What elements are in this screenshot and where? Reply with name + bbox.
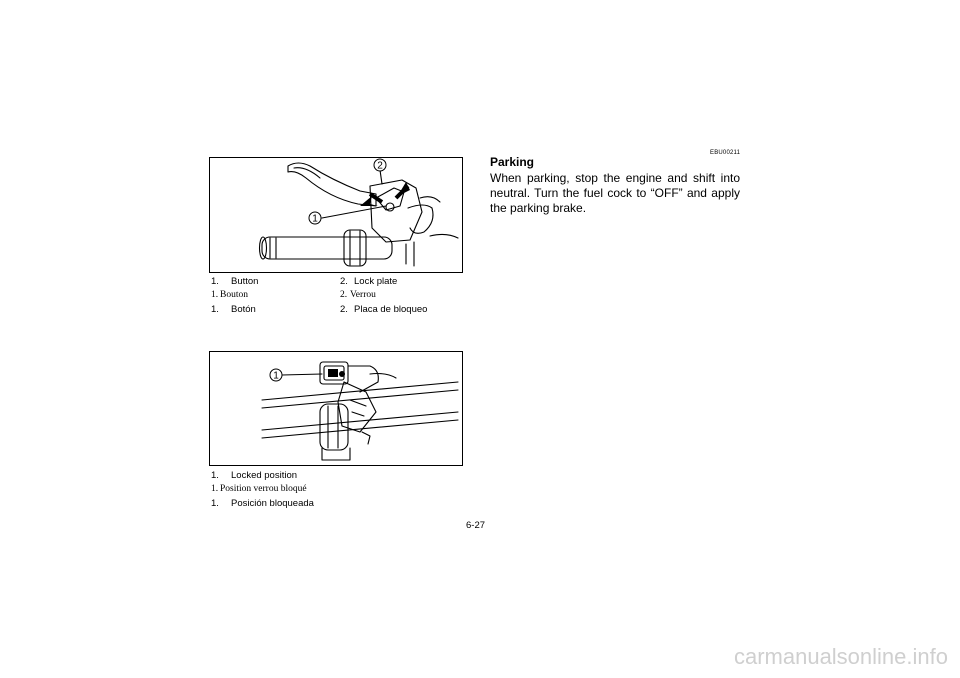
section-paragraph: When parking, stop the engine and shift into neutral. Turn the fuel cock to “OFF” and apply the parking brake. bbox=[490, 171, 740, 215]
caption2-fr-num: 1. bbox=[211, 484, 219, 494]
caption2-es-num: 1. bbox=[211, 498, 219, 509]
svg-text:1: 1 bbox=[273, 370, 279, 382]
caption-es-1-text: Botón bbox=[231, 304, 256, 315]
caption-es-2-num: 2. bbox=[340, 304, 348, 315]
svg-text:2: 2 bbox=[377, 160, 383, 172]
locked-position-illustration bbox=[210, 352, 462, 465]
caption2-en-num: 1. bbox=[211, 470, 219, 481]
caption-en-1-text: Button bbox=[231, 276, 259, 287]
caption-fr-1-num: 1. bbox=[211, 290, 219, 300]
section-heading: Parking bbox=[490, 155, 535, 169]
caption-en-2-text: Lock plate bbox=[354, 276, 398, 287]
section-code: EBU00211 bbox=[710, 150, 741, 156]
figure-brake-lever-lock bbox=[209, 157, 463, 273]
svg-text:1: 1 bbox=[312, 213, 318, 225]
caption-fr-2-num: 2. bbox=[340, 290, 348, 300]
callout-2 bbox=[374, 159, 386, 172]
caption-en-1-num: 1. bbox=[211, 276, 219, 287]
callout-1 bbox=[309, 212, 321, 225]
caption-fr-2-text: Verrou bbox=[350, 290, 376, 300]
caption-en-2-num: 2. bbox=[340, 276, 348, 287]
caption-fr-1-text: Bouton bbox=[220, 290, 248, 300]
page-number: 6-27 bbox=[466, 520, 486, 531]
caption2-fr-text: Position verrou bloqué bbox=[220, 484, 307, 494]
brake-lever-illustration bbox=[210, 158, 462, 272]
watermark: carmanualsonline.info bbox=[733, 644, 948, 669]
caption-es-1-num: 1. bbox=[211, 304, 219, 315]
callout-1 bbox=[270, 369, 282, 382]
caption2-en-text: Locked position bbox=[231, 470, 298, 481]
figure-locked-position bbox=[209, 351, 463, 466]
caption2-es-text: Posición bloqueada bbox=[231, 498, 314, 509]
caption-es-2-text: Placa de bloqueo bbox=[354, 304, 428, 315]
